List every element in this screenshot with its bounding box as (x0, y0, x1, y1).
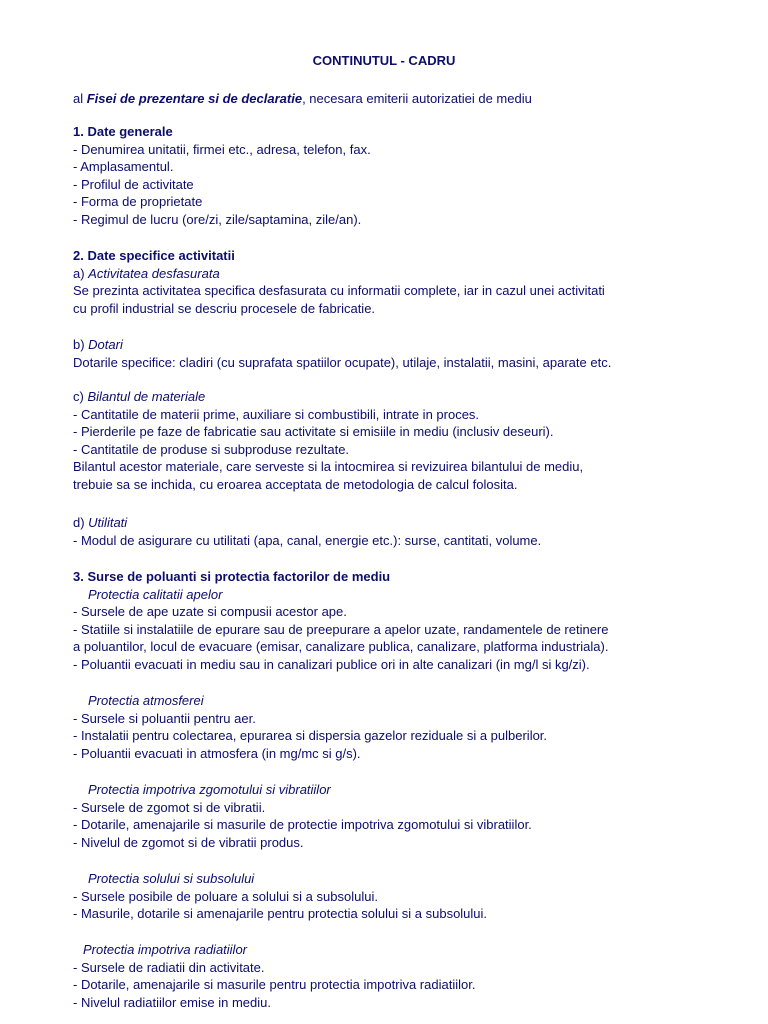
subsection-atmosfera-title: Protectia atmosferei (88, 693, 204, 708)
subsection-d-letter: d) (73, 515, 89, 530)
subsection-b (73, 336, 753, 371)
intro-line (73, 91, 532, 107)
subsection-c-letter: c) (73, 389, 88, 404)
list-item: - Sursele de ape uzate si compusii acestor ape. (73, 604, 347, 619)
list-item: - Sursele posibile de poluare a solului si a subsolului. (73, 888, 378, 904)
subsection-ape-title: Protectia calitatii apelor (88, 586, 223, 602)
subsection-a-letter: a) (73, 265, 89, 281)
subsection-b-title (73, 336, 753, 354)
list-item: - Profilul de activitate (73, 176, 194, 192)
list-item: - Sursele si poluantii pentru aer. (73, 710, 256, 726)
list-item: - Nivelul radiatiilor emise in mediu. (73, 994, 271, 1010)
list-item: - Sursele de zgomot si de vibratii. (73, 799, 266, 815)
paragraph-line: Dotarile specifice: cladiri (cu suprafata spatiilor ocupate), utilaje, instalatii, masini, aparate etc. (73, 354, 612, 370)
list-item: - Modul de asigurare cu utilitati (apa, canal, energie etc.): surse, cantitati, volume. (73, 532, 542, 548)
subsection-atmosfera (73, 692, 753, 762)
list-item: - Nivelul de zgomot si de vibratii produs. (73, 834, 304, 850)
subsection-c-name: Bilantul de materiale (87, 389, 206, 404)
intro-suffix: , necesara emiterii autorizatiei de mediu (302, 91, 532, 106)
subsection-d-title (73, 514, 753, 532)
section-3 (73, 568, 753, 673)
list-item: - Pierderile pe faze de fabricatie sau activitate si emisiile in mediu (inclusiv deseuri). (73, 424, 554, 439)
list-item: - Denumirea unitatii, firmei etc., adresa, telefon, fax. (73, 141, 371, 157)
paragraph-line: Se prezinta activitatea specifica desfasurata cu informatii complete, iar in cazul unei activitati (73, 283, 605, 298)
intro-prefix: al (73, 91, 87, 106)
list-item: - Cantitatile de produse si subproduse rezultate. (73, 441, 350, 457)
subsection-a-title (73, 265, 753, 283)
subsection-b-name: Dotari (88, 337, 123, 352)
subsection-zgomot-title: Protectia impotriva zgomotului si vibratiilor (88, 782, 331, 797)
paragraph-line: trebuie sa se inchida, cu eroarea acceptata de metodologia de calcul folosita. (73, 476, 518, 492)
document-title: CONTINUTUL - CADRU (312, 53, 456, 68)
paragraph-line: cu profil industrial se descriu procesele de fabricatie. (73, 300, 376, 316)
list-item: - Sursele de radiatii din activitate. (73, 959, 265, 975)
subsection-c-title (73, 388, 753, 406)
list-item: - Forma de proprietate (73, 194, 203, 209)
list-item: - Masurile, dotarile si amenajarile pentru protectia solului si a subsolului. (73, 906, 488, 921)
list-item: - Poluantii evacuati in atmosfera (in mg/mc si g/s). (73, 745, 361, 761)
section-1-heading: 1. Date generale (73, 124, 173, 139)
subsection-sol (73, 870, 753, 923)
subsection-zgomot (73, 781, 753, 851)
list-item: - Dotarile, amenajarile si masurile de protectie impotriva zgomotului si vibratiilor. (73, 817, 532, 832)
subsection-b-letter: b) (73, 337, 89, 352)
intro-emphasis: Fisei de prezentare si de declaratie (86, 91, 303, 106)
section-2 (73, 247, 753, 317)
section-1 (73, 123, 753, 228)
list-item: - Poluantii evacuati in mediu sau in canalizari publice ori in alte canalizari (in mg/l si kg/zi). (73, 656, 590, 672)
list-item: - Cantitatile de materii prime, auxiliare si combustibili, intrate in proces. (73, 406, 480, 422)
list-item: - Statiile si instalatiile de epurare sau de preepurare a apelor uzate, randamentele de retinere (73, 621, 609, 637)
list-item: - Regimul de lucru (ore/zi, zile/saptamina, zile/an). (73, 211, 362, 227)
section-3-heading: 3. Surse de poluanti si protectia factorilor de mediu (73, 569, 391, 584)
subsection-sol-title: Protectia solului si subsolului (88, 871, 255, 886)
subsection-radiatii-title: Protectia impotriva radiatiilor (83, 942, 248, 957)
paragraph-line: Bilantul acestor materiale, care serveste si la intocmirea si revizuirea bilantului de mediu, (73, 459, 584, 474)
list-item: - Instalatii pentru colectarea, epurarea si dispersia gazelor reziduale si a pulberilor. (73, 728, 548, 743)
subsection-d-name: Utilitati (88, 515, 128, 530)
subsection-radiatii (73, 941, 753, 1011)
list-item: - Dotarile, amenajarile si masurile pentru protectia impotriva radiatiilor. (73, 977, 476, 992)
list-item: - Amplasamentul. (73, 159, 174, 174)
section-2-heading: 2. Date specifice activitatii (73, 248, 235, 263)
subsection-c (73, 388, 753, 493)
subsection-a-name: Activitatea desfasurata (88, 265, 220, 281)
subsection-d (73, 514, 753, 549)
paragraph-line: a poluantilor, locul de evacuare (emisar, canalizare publica, canalizare, platforma industriala). (73, 639, 609, 654)
